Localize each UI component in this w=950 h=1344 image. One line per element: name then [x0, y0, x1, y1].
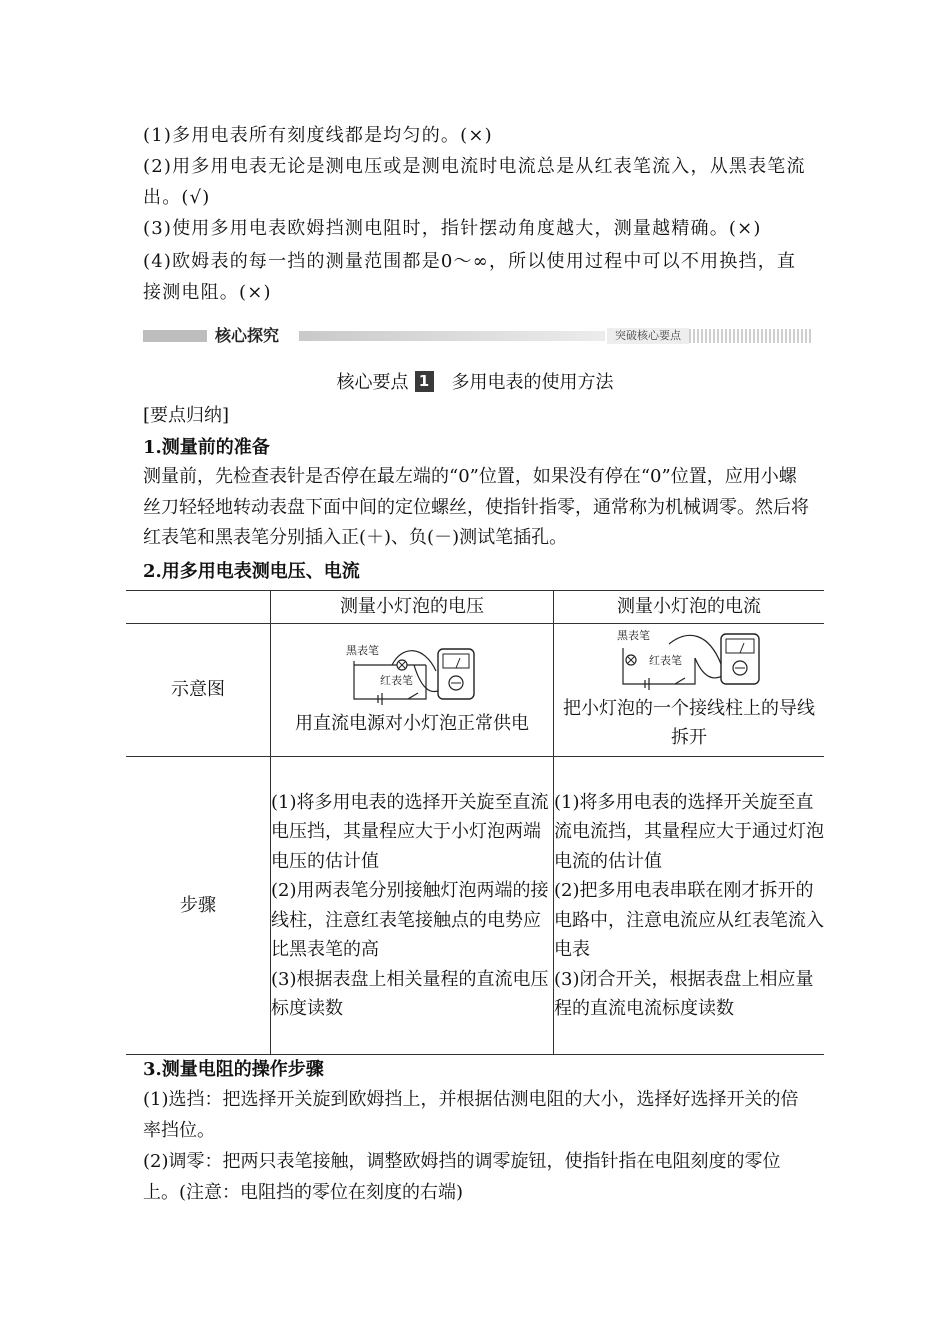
current-step-1: (1)将多用电表的选择开关旋至直流电流挡，其量程应大于通过灯泡电流的估计值	[554, 791, 824, 872]
current-step-2: (2)把多用电表串联在刚才拆开的电路中，注意电流应从红表笔流入电表	[554, 880, 824, 960]
section-3-item-1: (1)选挡：把选择开关旋到欧姆挡上，并根据估测电阻的大小，选择好选择开关的倍率挡位。	[143, 1089, 799, 1141]
table-row-steps	[126, 757, 824, 1055]
key-point-heading	[0, 368, 950, 398]
voltage-caption: 用直流电源对小灯泡正常供电	[295, 713, 529, 735]
banner-bar-right	[689, 329, 813, 343]
key-point-title: 多用电表的使用方法	[451, 372, 614, 393]
banner-title: 核心探究	[215, 326, 280, 345]
current-circuit-diagram	[609, 628, 769, 690]
section-1-body: 测量前，先检查表针是否停在最左端的“0”位置，如果没有停在“0”位置，应用小螺丝刀轻轻地转动表盘下面中间的定位螺丝，使指针指零，通常称为机械调零。然后将红表笔和黑表笔分别插入正(＋)、负(－)测试笔插孔。	[143, 466, 809, 548]
current-caption: 把小灯泡的一个接线柱上的导线拆开	[563, 697, 815, 748]
voltage-step-1: (1)将多用电表的选择开关旋至直流电压挡，其量程应大于小灯泡两端电压的估计值	[271, 791, 549, 872]
red-probe-label: 红表笔	[380, 674, 413, 688]
judgment-2: (2)用多用电表无论是测电压或是测电流时电流总是从红表笔流入，从黑表笔流出。(√)	[143, 156, 806, 208]
summary-label: [要点归纳]	[143, 405, 230, 426]
section-banner	[143, 326, 813, 346]
voltage-step-2: (2)用两表笔分别接触灯泡两端的接线柱，注意红表笔接触点的电势应比黑表笔的高	[271, 880, 549, 960]
banner-bar-middle	[299, 331, 605, 341]
current-steps-cell	[554, 757, 825, 1055]
voltage-step-3: (3)根据表盘上相关量程的直流电压标度读数	[271, 968, 549, 1019]
switch-icon	[675, 678, 685, 684]
key-point-prefix: 核心要点	[336, 372, 409, 393]
judgment-3: (3)使用多用电表欧姆挡测电阻时，指针摆动角度越大，测量越精确。(×)	[143, 218, 762, 239]
section-3-item-2: (2)调零：把两只表笔接触，调整欧姆挡的调零旋钮，使指针指在电阻刻度的零位上。(注意：电阻挡的零位在刻度的右端)	[143, 1151, 781, 1203]
measurement-table	[126, 590, 824, 1055]
black-probe-label: 黑表笔	[617, 628, 650, 642]
judgment-1: (1)多用电表所有刻度线都是均匀的。(×)	[143, 125, 493, 146]
section-3-heading: 3.测量电阻的操作步骤	[143, 1059, 324, 1080]
voltage-circuit-diagram	[342, 641, 482, 705]
row-label-diagram: 示意图	[126, 624, 271, 757]
table-header-empty	[126, 591, 271, 624]
table-header-current: 测量小灯泡的电流	[554, 591, 825, 624]
row-label-steps: 步骤	[126, 757, 271, 1055]
section-1-heading: 1.测量前的准备	[143, 437, 270, 458]
banner-bar-left	[143, 330, 207, 342]
voltage-steps-cell	[271, 757, 554, 1055]
voltage-diagram-cell	[271, 624, 554, 757]
black-probe-label: 黑表笔	[346, 644, 379, 658]
red-probe-label: 红表笔	[649, 653, 682, 667]
key-point-number-badge: 1	[415, 371, 434, 392]
judgment-4: (4)欧姆表的每一挡的测量范围都是0～∞，所以使用过程中可以不用换挡，直接测电阻。(×)	[143, 251, 797, 303]
table-header-voltage: 测量小灯泡的电压	[271, 591, 554, 624]
banner-subtitle: 突破核心要点	[607, 328, 689, 344]
switch-icon	[408, 693, 418, 699]
current-step-3: (3)闭合开关，根据表盘上相应量程的直流电流标度读数	[554, 968, 814, 1019]
table-header-row	[126, 591, 824, 624]
table-row-diagram	[126, 624, 824, 757]
current-diagram-cell	[554, 624, 825, 757]
section-2-heading: 2.用多用电表测电压、电流	[143, 561, 360, 582]
